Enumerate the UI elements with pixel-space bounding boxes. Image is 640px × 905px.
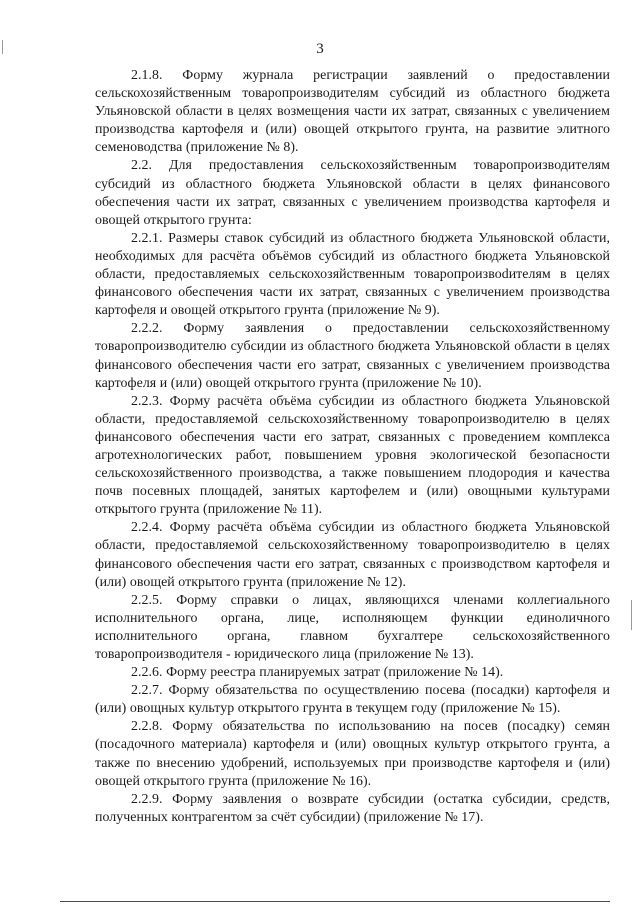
paragraph-2-2-5: 2.2.5. Форму справки о лицах, являющихся членами коллегиального исполнительного органа, лице, исполняющем функции единоличного исполнительного органа, главном бухгалтере сельскохозяйственного товаропроизводителя - юридического лица (приложение № 13). bbox=[95, 592, 610, 662]
scan-edge-mark-right bbox=[631, 600, 632, 630]
paragraph-2-2-7: 2.2.7. Форму обязательства по осуществлению посева (посадки) картофеля и (или) овощных культур открытого грунта в текущем году (приложение № 15). bbox=[95, 683, 610, 717]
paragraph-2-2: 2.2. Для предоставления сельскохозяйственным товаропроизводителям субсидий из областного бюджета Ульяновской области в целях финансового обеспечения части их затрат, связанных с увеличением производства картофеля и овощей открытого грунта: bbox=[95, 158, 610, 228]
document-body bbox=[95, 67, 610, 827]
paragraph-2-2-2: 2.2.2. Форму заявления о предоставлении сельскохозяйственному товаропроизводителю субсидии из областного бюджета Ульяновской области в целях финансового обеспечения части его затрат, связанных с увеличением производства картофеля и (или) овощей открытого грунта (приложение № 10). bbox=[95, 321, 610, 391]
paragraph-2-2-6: 2.2.6. Форму реестра планируемых затрат (приложение № 14). bbox=[131, 665, 504, 681]
paragraph-2-2-3: 2.2.3. Форму расчёта объёма субсидии из областного бюджета Ульяновской области, предоставляемой сельскохозяйственному товаропроизводителю в целях финансового обеспечения части его затрат, связанных с проведением комплекса агротехнологических работ, повышением уровня экологической безопасности сельскохозяйственного производства, а также повышением плодородия и качества почв посевных площадей, занятых картофелем и (или) овощными культурами открытого грунта (приложение № 11). bbox=[95, 393, 610, 518]
paragraph-2-2-8: 2.2.8. Форму обязательства по использованию на посев (посадку) семян (посадочного материала) картофеля и (или) овощных культур открытого грунта, а также по внесению удобрений, используемых при производстве картофеля и (или) овощей открытого грунта (приложение № 16). bbox=[95, 719, 610, 789]
paragraph-2-1-8: 2.1.8. Форму журнала регистрации заявлений о предоставлении сельскохозяйственным товаропроизводителям субсидий из областного бюджета Ульяновской области в целях возмещения части их затрат, связанных с увеличением производства картофеля и (или) овощей открытого грунта, на развитие элитного семеноводства (приложение № 8). bbox=[95, 68, 610, 156]
paragraph-2-2-4: 2.2.4. Форму расчёта объёма субсидии из областного бюджета Ульяновской области, предоставляемой сельскохозяйственному товаропроизводителю в целях финансового обеспечения части его затрат, связанных с производством картофеля и (или) овощей открытого грунта (приложение № 12). bbox=[95, 520, 610, 590]
bottom-rule bbox=[60, 901, 610, 902]
page-number: 3 bbox=[316, 41, 324, 57]
paragraph-2-2-9: 2.2.9. Форму заявления о возврате субсидии (остатка субсидии, средств, полученных контрагентом за счёт субсидии) (приложение № 17). bbox=[95, 791, 610, 825]
paragraph-2-2-1: 2.2.1. Размеры ставок субсидий из областного бюджета Ульяновской области, необходимых для расчёта объёмов субсидий из областного бюджета Ульяновской области, предоставляемых сельскохозяйственным товаропроизвоdителям в целях финансового обеспечения части их затрат, связанных с увеличением производства картофеля и овощей открытого грунта (приложение № 9). bbox=[95, 230, 610, 319]
